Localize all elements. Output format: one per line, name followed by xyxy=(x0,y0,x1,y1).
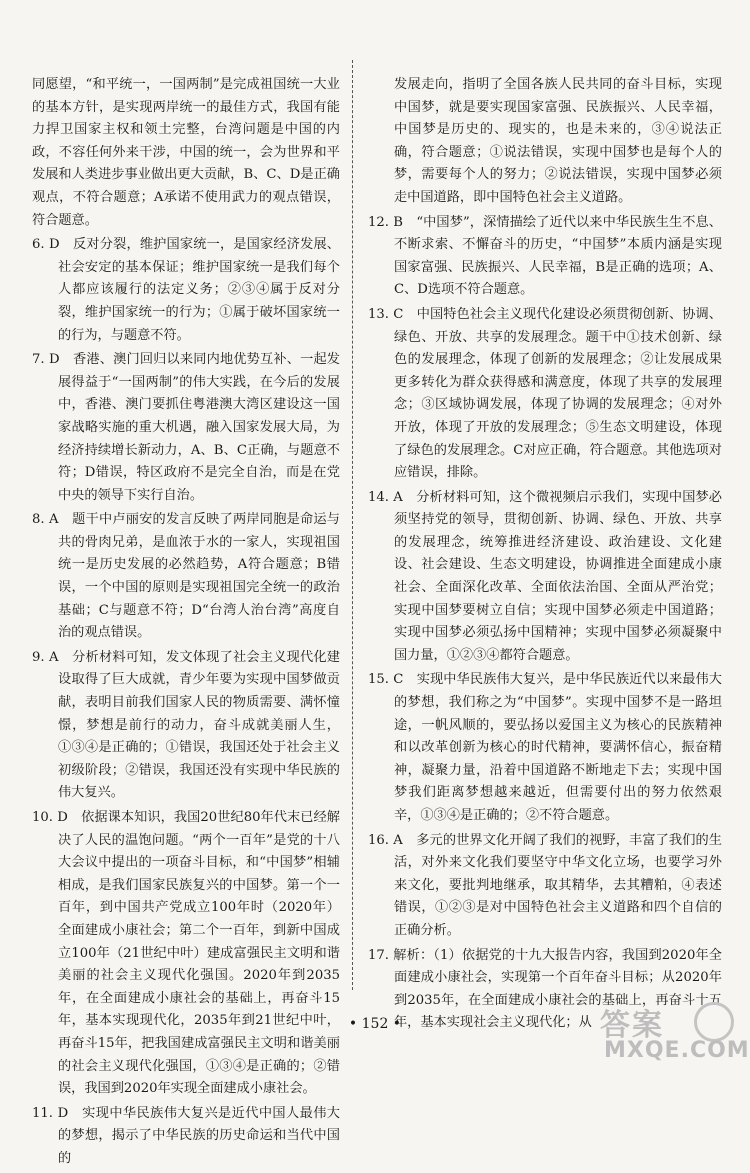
answer-paragraph-cont: 同愿望，“和平统一，一国两制”是完成祖国统一大业的基本方针，是实现两岸统一的最佳方式，我国有能力捍卫国家主权和领土完整，台湾问题是中国的内政，不容任何外来干涉，中国的统一，会为世界和平发展和人类进步事业做出更大贡献，B、C、D是正确观点，不符合题意；A承诺不使用武力的观点错误，符合题意。 xyxy=(32,77,340,228)
answer-item-7: 7. D 香港、澳门回归以来同内地优势互补、一起发展得益于“一国两制”的伟大实践，在今后的发展中，香港、澳门要抓住粤港澳大湾区建设这一国家战略实施的重大机遇，融入国家发展大局，为经济持续增长新动力，A、B、C正确，与题意不符；D错误，特区政府不是完全自治，而是在党中央的领导下实行自治。 xyxy=(32,352,340,503)
watermark-circle-icon xyxy=(694,1002,734,1042)
answer-item-8: 8. A 题干中卢丽安的发言反映了两岸同胞是命运与共的骨肉兄弟，是血浓于水的一家人，实现祖国统一是历史发展的必然趋势，A符合题意；B错误，一个中国的原则是实现祖国完全统一的政治基础；C与题意不符；D“台湾人治台湾”高度自治的观点错误。 xyxy=(32,512,340,641)
column-divider xyxy=(352,60,353,990)
right-column xyxy=(368,74,722,1037)
answer-item-10: 10. D 依据课本知识，我国20世纪80年代末已经解决了人民的温饱问题。“两个一百年”是党的十八大会议中提出的一项奋斗目标，和“中国梦”相辅相成，是我们国家民族复兴的中国梦。第一个一百年，到中国共产党成立100年时（2020年）全面建成小康社会；第二个一百年，到新中国成立100年（21世纪中叶）建成富强民主文明和谐美丽的社会主义现代化强国。2020年到2035年，在全面建成小康社会的基础上，再奋斗15年，基本实现现代化，2035年到21世纪中叶，再奋斗15年，把我国建成富强民主文明和谐美丽的社会主义现代化强国，①③④是正确的；②错误，我国到2020年实现全面建成小康社会。 xyxy=(32,810,340,1097)
answer-item-14: 14. A 分析材料可知，这个微视频启示我们，实现中国梦必须坚持党的领导，贯彻创新、协调、绿色、开放、共享的发展理念，统筹推进经济建设、政治建设、文化建设、社会建设、生态文明建设，协调推进全面建成小康社会、全面深化改革、全面依法治国、全面从严治党；实现中国梦要树立自信；实现中国梦必须走中国道路；实现中国梦必须弘扬中国精神；实现中国梦必须凝聚中国力量，①②③④都符合题意。 xyxy=(368,489,722,663)
answer-item-11-cont: 发展走向，指明了全国各族人民共同的奋斗目标，实现中国梦，就是要实现国家富强、民族振兴、人民幸福，中国梦是历史的、现实的，也是未来的，③④说法正确，符合题意；①说法错误，实现中国梦也是每个人的梦，需要每个人的努力；②说法错误，实现中国梦必须走中国道路，即中国特色社会主义道路。 xyxy=(394,77,722,205)
answer-item-17: 17. 解析：（1）依据党的十九大报告内容，我国到2020年全面建成小康社会，实现第一个百年奋斗目标；从2020年到2035年，在全面建成小康社会的基础上，再奋斗十五年，基本实现社会主义现代化；从 xyxy=(368,947,722,1031)
answer-item-15: 15. C 实现中华民族伟大复兴，是中华民族近代以来最伟大的梦想，我们称之为“中国梦”。实现中国梦不是一路坦途，一帆风顺的，要弘扬以爱国主义为核心的民族精神和以改革创新为核心的时代精神，要满怀信心，振奋精神，凝聚力量，沿着中国道路不断地走下去；实现中国梦我们距离梦想越来越近，但需要付出的努力依然艰辛，①③④是正确的；②不符合题意。 xyxy=(368,672,722,823)
watermark-logo xyxy=(590,1000,750,1070)
answer-item-11: 11. D 实现中华民族伟大复兴是近代中国人最伟大的梦想，揭示了中华民族的历史命运和当代中国的 xyxy=(32,1105,340,1166)
answer-item-12: 12. B “中国梦”，深情描绘了近代以来中华民族生生不息、不断求索、不懈奋斗的历史，“中国梦”本质内涵是实现国家富强、民族振兴、人民幸福，B是正确的选项；A、C、D选项不符合题意。 xyxy=(368,214,722,298)
left-column xyxy=(32,74,340,1173)
answer-item-13: 13. C 中国特色社会主义现代化建设必须贯彻创新、协调、绿色、开放、共享的发展理念。题干中①技术创新、绿色的发展理念，体现了创新的发展理念；②让发展成果更多转化为群众获得感和满意度，体现了共享的发展理念；③区域协调发展，体现了协调的发展理念；④对外开放，体现了开放的发展理念；⑤生态文明建设，体现了绿色的发展理念。C对应正确，符合题意。其他选项对应错误，排除。 xyxy=(368,306,722,481)
page-number: • 152 • xyxy=(348,1016,402,1032)
watermark-bottom-text: MXQE.COM xyxy=(604,1038,750,1063)
answer-item-6: 6. D 反对分裂，维护国家统一，是国家经济发展、社会安定的基本保证；维护国家统一是我们每个人都应该履行的法定义务；②③④属于反对分裂，维护国家统一的行为；①属于破坏国家统一的行为，与题意不符。 xyxy=(32,237,340,343)
watermark-top-text: 答案 xyxy=(600,1008,664,1043)
answer-item-16: 16. A 多元的世界文化开阔了我们的视野，丰富了我们的生活，对外来文化我们要坚守中华文化立场，也要学习外来文化，要批判地继承，取其精华，去其糟粕，④表述错误，①②③是对中国特色社会主义道路和四个自信的正确分析。 xyxy=(368,832,722,938)
answer-item-9: 9. A 分析材料可知，发文体现了社会主义现代化建设取得了巨大成就，青少年要为实现中国梦做贡献，表明目前我们国家人民的物质需要、满怀憧憬，梦想是前行的动力，奋斗成就美丽人生，①③④是正确的；①错误，我国还处于社会主义初级阶段；②错误，我国还没有实现中华民族的伟大复兴。 xyxy=(32,649,340,801)
